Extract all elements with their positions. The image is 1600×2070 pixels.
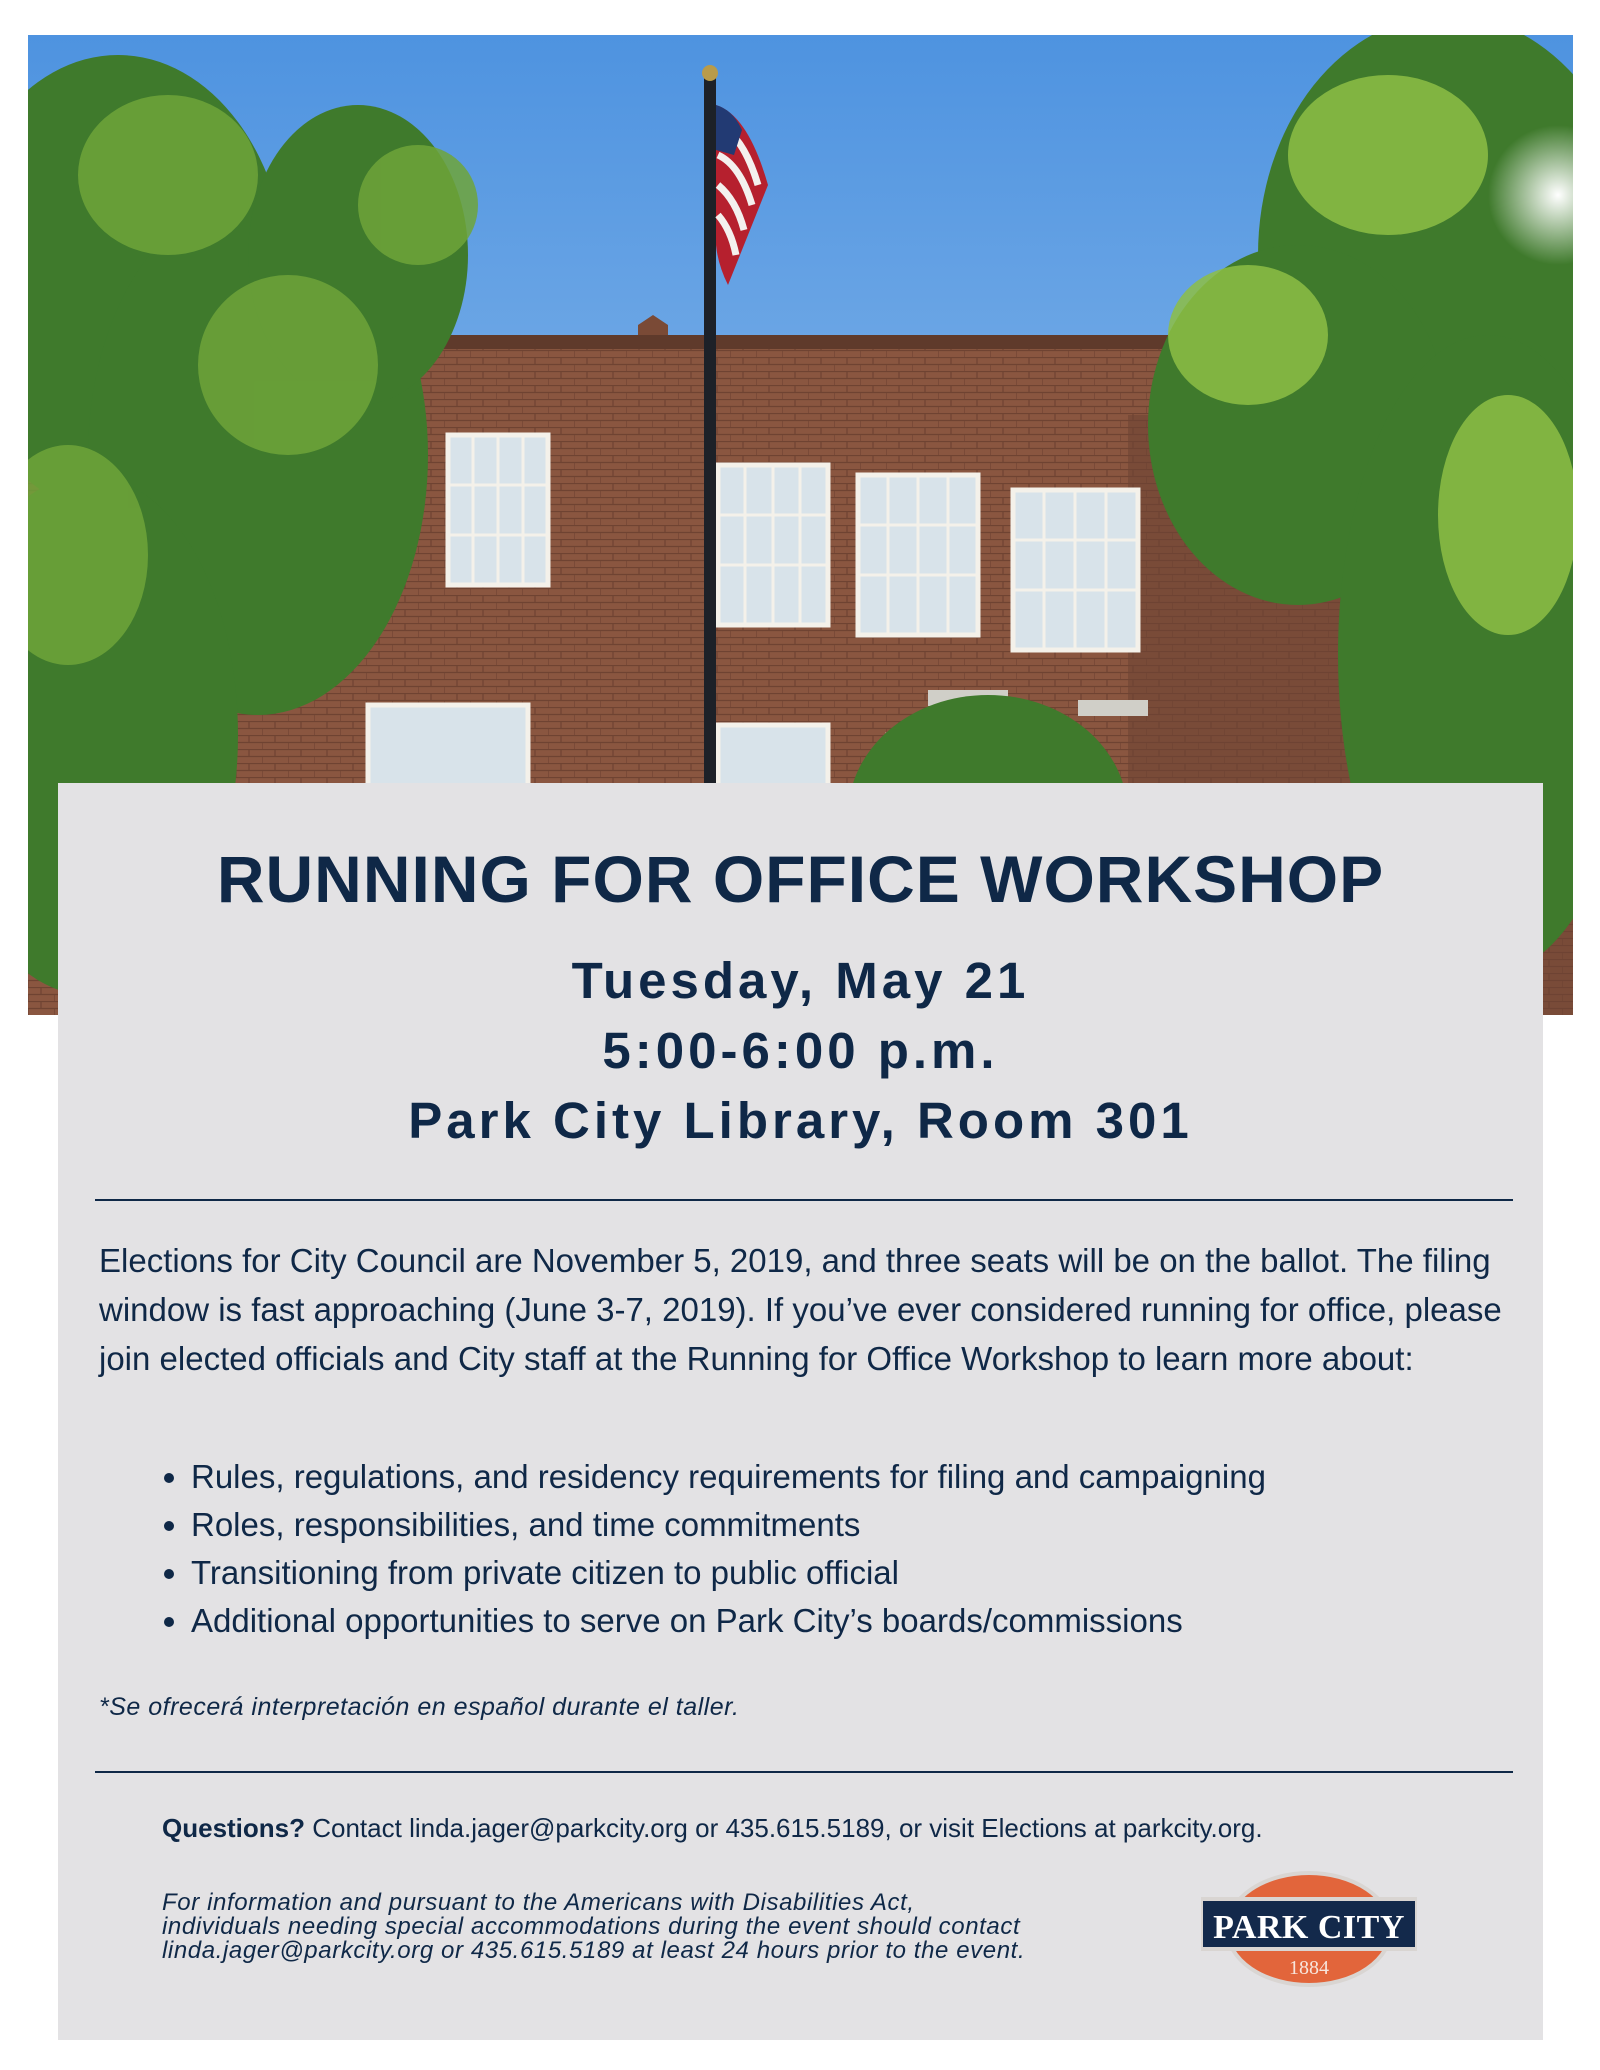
questions-label: Questions? [162, 1813, 306, 1843]
list-item: • Rules, regulations, and residency requirements for filing and campaigning [191, 1453, 1531, 1501]
logo-year: 1884 [1289, 1957, 1329, 1979]
list-item: • Transitioning from private citizen to public official [191, 1549, 1531, 1597]
list-item: • Roles, responsibilities, and time commitments [191, 1501, 1531, 1549]
ada-line: linda.jager@parkcity.org or 435.615.5189 at least 24 hours prior to the event. [162, 1937, 1026, 1964]
event-date: Tuesday, May 21 [571, 952, 1030, 1009]
questions-contact [162, 1813, 1263, 1844]
logo-name: PARK CITY [1213, 1909, 1405, 1946]
divider-top [95, 1199, 1513, 1201]
divider-bottom [95, 1771, 1513, 1773]
topics-list [99, 1453, 1531, 1645]
ada-line: For information and pursuant to the Americans with Disabilities Act, [162, 1889, 915, 1916]
questions-text: Contact linda.jager@parkcity.org or 435.615.5189, or visit Elections at parkcity.org. [305, 1813, 1263, 1843]
list-item: • Additional opportunities to serve on Park City’s boards/commissions [191, 1597, 1531, 1645]
ada-notice [162, 1891, 1182, 1963]
intro-paragraph: Elections for City Council are November 5, 2019, and three seats will be on the ballot. The filing window is fast approaching (June 3-7, 2019). If you’ve ever considered running for office, please join elected officials and City staff at the Running for Office Workshop to learn more about: [99, 1242, 1502, 1377]
park-city-logo [1201, 1871, 1417, 1987]
content-panel [58, 783, 1543, 2040]
workshop-title: RUNNING FOR OFFICE WORKSHOP [216, 842, 1385, 916]
event-location: Park City Library, Room 301 [408, 1092, 1193, 1149]
ada-line: individuals needing special accommodations during the event should contact [162, 1913, 1021, 1940]
spanish-interpretation-note: *Se ofrecerá interpretación en español durante el taller. [99, 1693, 740, 1721]
event-time: 5:00-6:00 p.m. [602, 1022, 999, 1079]
